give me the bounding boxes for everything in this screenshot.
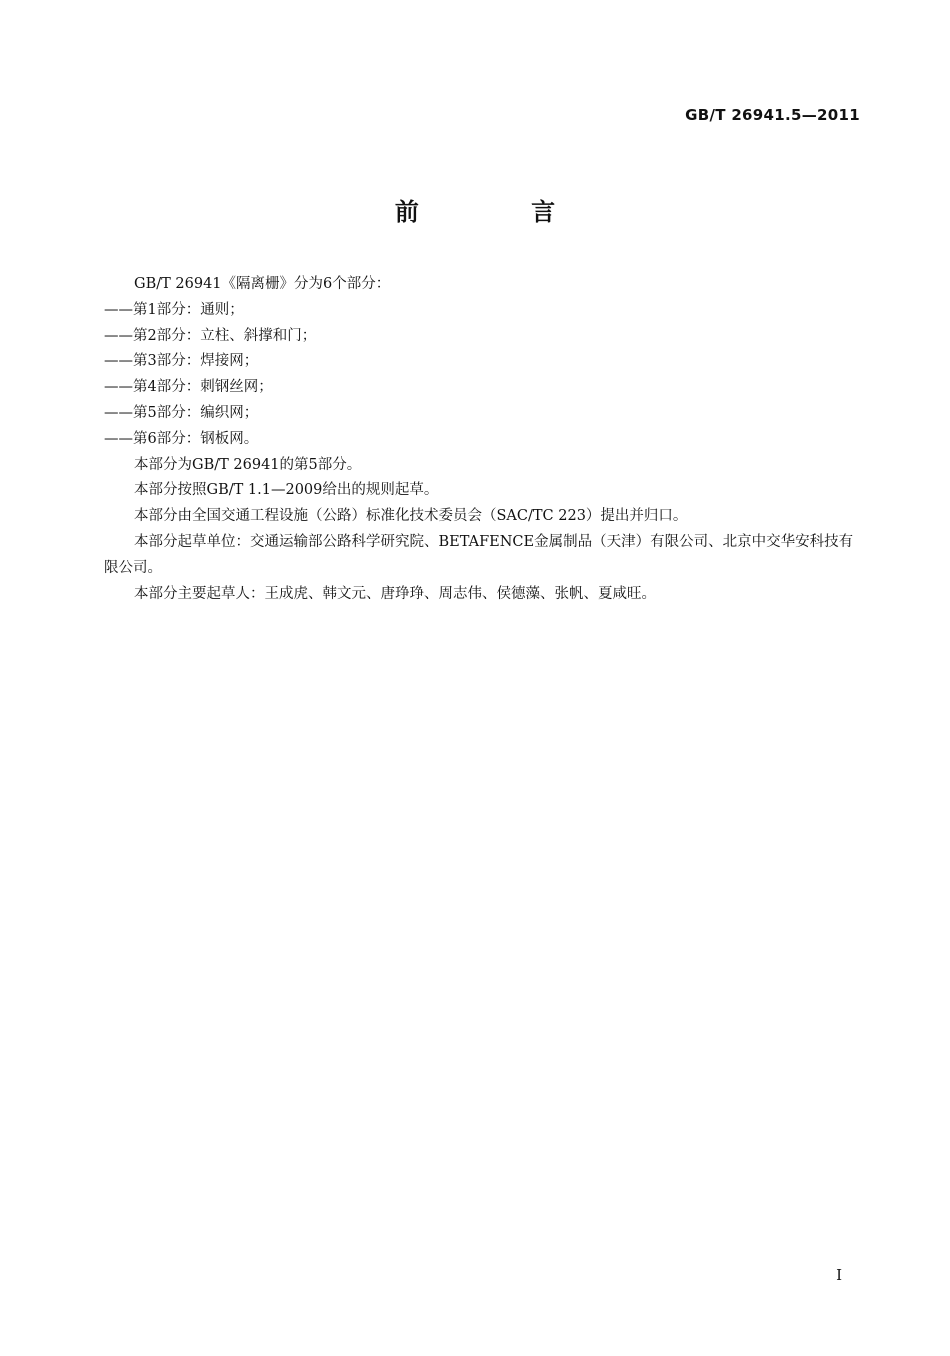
- list-item-part-3: ——第3部分：焊接网；: [104, 353, 259, 370]
- page-number: I: [836, 1266, 842, 1284]
- paragraph-drafters: 本部分主要起草人：王成虎、韩文元、唐琤琤、周志伟、侯德藻、张帆、夏咸旺。: [134, 585, 656, 602]
- standard-code: GB/T 26941.5—2011: [685, 106, 860, 124]
- list-item-part-2: ——第2部分：立柱、斜撑和门；: [104, 327, 317, 344]
- paragraph-part-number: 本部分为GB/T 26941的第5部分。: [134, 456, 362, 473]
- list-item-part-6: ——第6部分：钢板网。: [104, 430, 259, 447]
- list-item-part-4: ——第4部分：刺钢丝网；: [104, 379, 273, 396]
- intro-paragraph: GB/T 26941《隔离栅》分为6个部分：: [134, 276, 391, 292]
- list-item-part-1: ——第1部分：通则；: [104, 301, 244, 318]
- paragraph-drafting-rules: 本部分按照GB/T 1.1—2009给出的规则起草。: [134, 482, 439, 499]
- foreword-body: [104, 272, 864, 607]
- paragraph-drafting-units: 本部分起草单位：交通运输部公路科学研究院、BETAFENCE金属制品（天津）有限公司、北京中交华安科技有限公司。: [104, 533, 854, 576]
- list-item-part-5: ——第5部分：编织网；: [104, 404, 259, 421]
- paragraph-proposer: 本部分由全国交通工程设施（公路）标准化技术委员会（SAC/TC 223）提出并归口。: [134, 508, 688, 525]
- page-title: 前 言: [394, 198, 608, 226]
